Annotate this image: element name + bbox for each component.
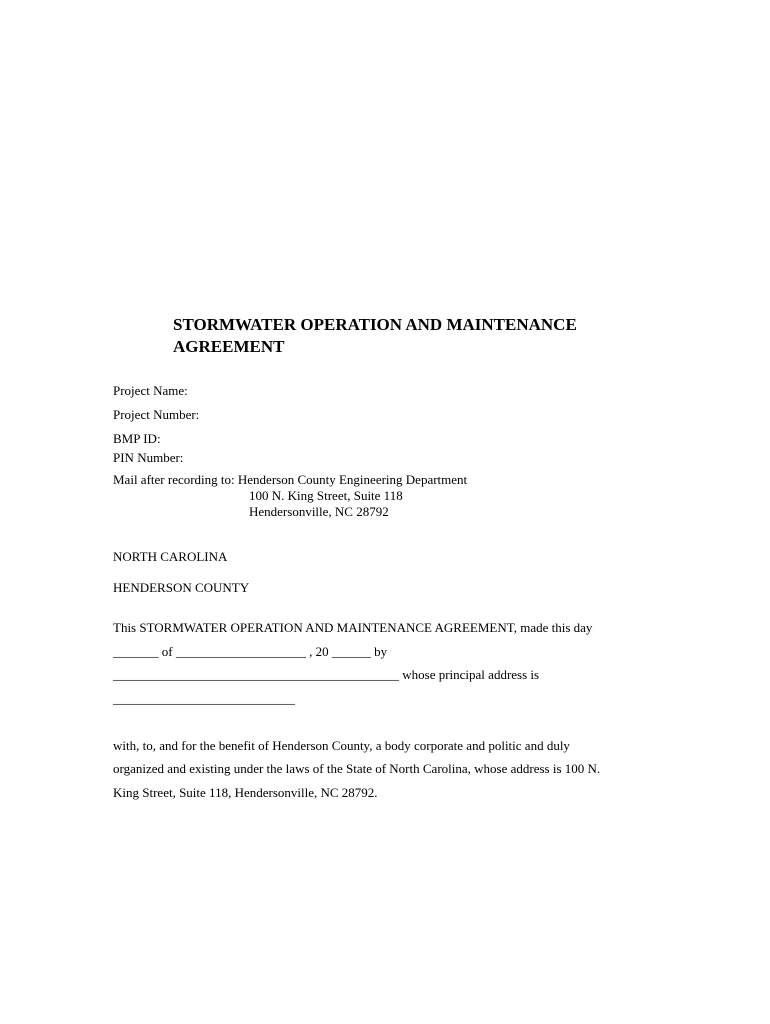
county-heading: HENDERSON COUNTY bbox=[113, 580, 250, 595]
document-title bbox=[173, 314, 653, 358]
bmp-id-label: BMP ID: bbox=[113, 431, 161, 446]
mail-after-recording: Mail after recording to: Henderson County Engineering Department bbox=[113, 472, 468, 487]
benefit-line-1: with, to, and for the benefit of Henderson County, a body corporate and politic and duly bbox=[113, 738, 570, 753]
pin-number-label: PIN Number: bbox=[113, 450, 184, 465]
state-heading: NORTH CAROLINA bbox=[113, 549, 228, 564]
project-number-label: Project Number: bbox=[113, 407, 200, 422]
benefit-line-2: organized and existing under the laws of the State of North Carolina, whose address is 100 N. bbox=[113, 761, 601, 776]
agreement-line-1: This STORMWATER OPERATION AND MAINTENANCE AGREEMENT, made this day bbox=[113, 620, 593, 635]
document-title-line-2: AGREEMENT bbox=[173, 337, 285, 356]
agreement-line-3: ____________________________________________ whose principal address is bbox=[113, 667, 540, 682]
document-title-line-1: STORMWATER OPERATION AND MAINTENANCE bbox=[173, 315, 577, 334]
mail-address-line-2: Hendersonville, NC 28792 bbox=[249, 504, 389, 519]
benefit-line-3: King Street, Suite 118, Hendersonville, NC 28792. bbox=[113, 785, 378, 800]
agreement-line-4: ____________________________ bbox=[113, 691, 295, 706]
agreement-line-2: _______ of ____________________ , 20 ______ by bbox=[113, 644, 388, 659]
mail-address-line-1: 100 N. King Street, Suite 118 bbox=[249, 488, 403, 503]
project-name-label: Project Name: bbox=[113, 383, 188, 398]
